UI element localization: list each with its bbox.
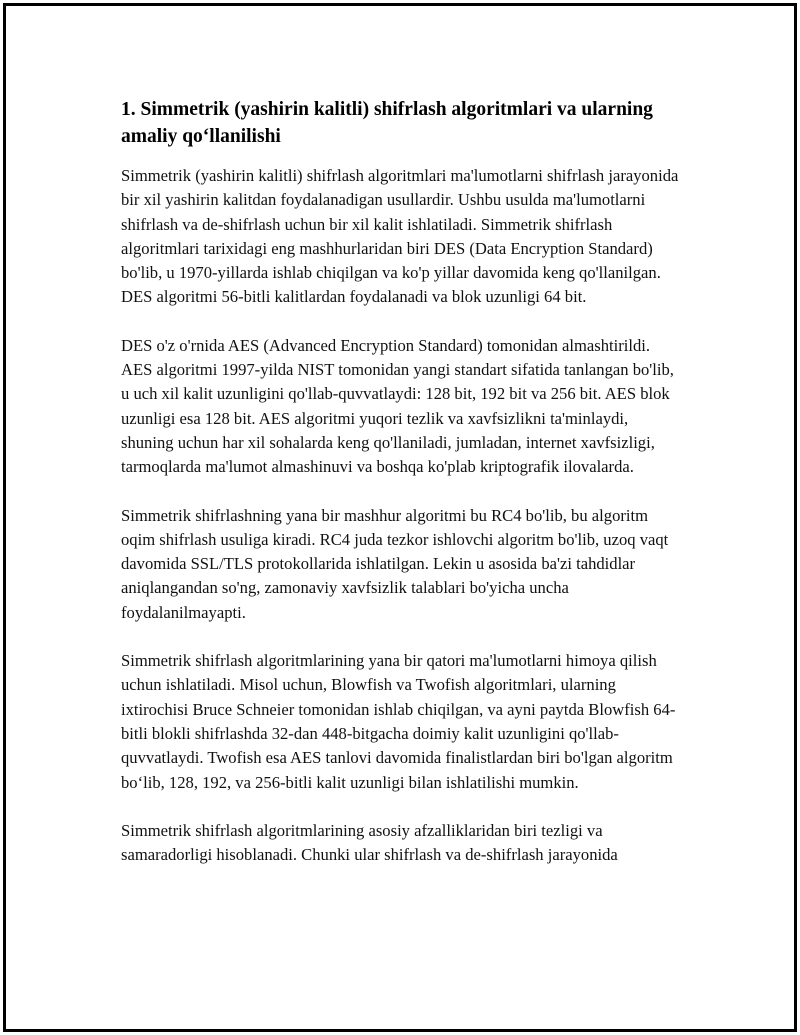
paragraph-1: Simmetrik (yashirin kalitli) shifrlash algoritmlari ma'lumotlarni shifrlash jarayonida bir xil yashirin kalitdan foydalanadigan usullardir. Ushbu usulda ma'lumotlarni shifrlash va de-shifrlash uchun bir xil kalit ishlatiladi. Simmetrik shifrlash algoritmlari tarixidagi eng mashhurlaridan biri DES (Data Encryption Standard) bo'lib, u 1970-yillarda ishlab chiqilgan va ko'p yillar davomida keng qo'llanilgan. DES algoritmi 56-bitli kalitlardan foydalanadi va blok uzunligi 64 bit.: [121, 166, 679, 307]
paragraph-5: Simmetrik shifrlash algoritmlarining asosiy afzalliklaridan biri tezligi va samaradorligi hisoblanadi. Chunki ular shifrlash va de-shifrlash jarayonida: [121, 820, 618, 865]
document-body: [121, 96, 681, 891]
paragraph-4: Simmetrik shifrlash algoritmlarining yana bir qatori ma'lumotlarni himoya qilish uchun ishlatiladi. Misol uchun, Blowfish va Twofish algoritmlari, ularning ixtirochisi Bruce Schneier tomonidan ishlab chiqilgan, va ayni paytda Blowfish 64-bitli blokli shifrlashda 32-dan 448-bitgacha doimiy kalit uzunligini qo'llab-quvvatlaydi. Twofish esa AES tanlovi davomida finalistlardan biri bo'lgan algoritm bo‘lib, 128, 192, va 256-bitli kalit uzunligi bilan ishlatilishi mumkin.: [121, 651, 676, 792]
section-heading: 1. Simmetrik (yashirin kalitli) shifrlash algoritmlari va ularning amaliy qo‘llanilishi: [121, 99, 653, 147]
page-frame: [3, 3, 797, 1032]
paragraph-2: DES o'z o'rnida AES (Advanced Encryption Standard) tomonidan almashtirildi. AES algoritmi 1997-yilda NIST tomonidan yangi standart sifatida tanlangan bo'lib, u uch xil kalit uzunligini qo'llab-quvvatlaydi: 128 bit, 192 bit va 256 bit. AES blok uzunligi esa 128 bit. AES algoritmi yuqori tezlik va xavfsizlikni ta'minlaydi, shuning uchun har xil sohalarda keng qo'llaniladi, jumladan, internet xavfsizligi, tarmoqlarda ma'lumot almashinuvi va boshqa ko'plab kriptografik ilovalarda.: [121, 335, 674, 477]
paragraph-3: Simmetrik shifrlashning yana bir mashhur algoritmi bu RC4 bo'lib, bu algoritm oqim shifrlash usuliga kiradi. RC4 juda tezkor ishlovchi algoritm bo'lib, uzoq vaqt davomida SSL/TLS protokollarida ishlatilgan. Lekin u asosida ba'zi tahdidlar aniqlangandan so'ng, zamonaviy xavfsizlik talablari bo'yicha uncha foydalanilmayapti.: [121, 505, 669, 622]
